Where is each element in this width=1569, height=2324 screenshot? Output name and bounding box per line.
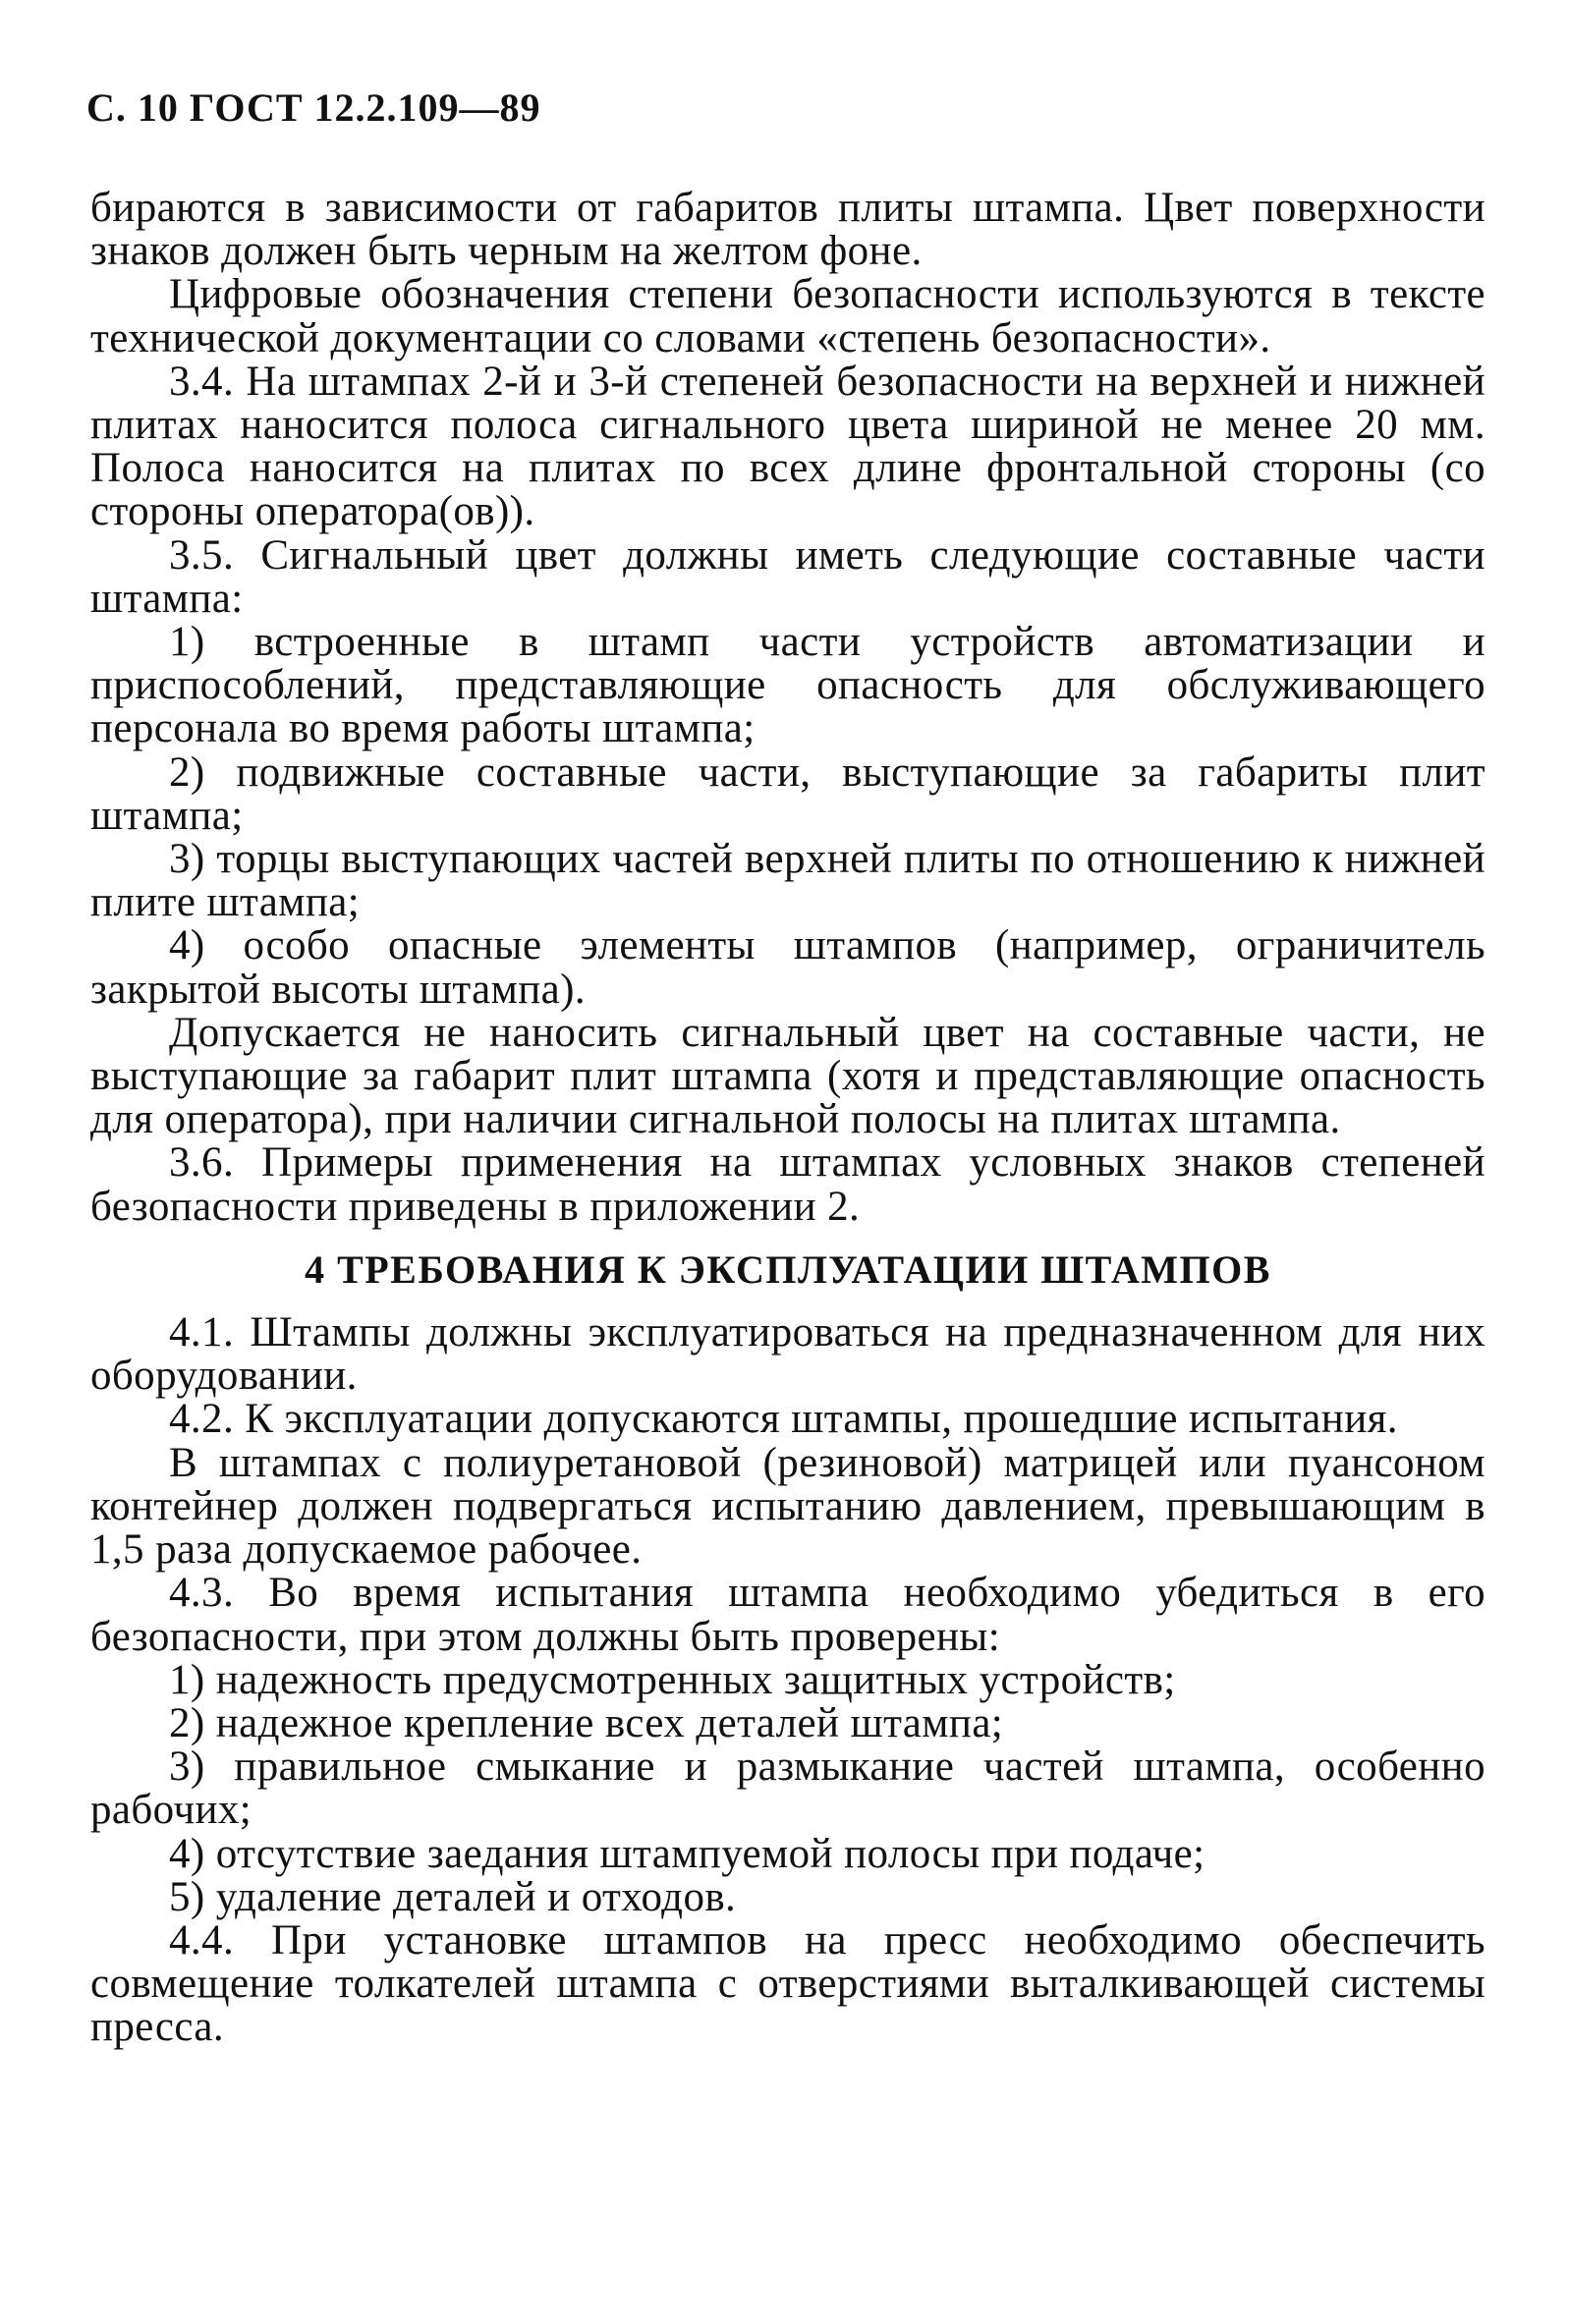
paragraph-4-2: 4.2. К эксплуатации допускаются штампы, прошедшие испытания. — [169, 1396, 1398, 1443]
list-item-3-5-2: 2) подвижные составные части, выступающие за габариты плит штампа; — [90, 748, 1485, 839]
paragraph-3-4: 3.4. На штампах 2-й и 3-й степеней безопасности на верхней и нижней плитах наносится полоса сигнального цвета шириной не менее 20 мм. Полоса наносится на плитах по всех длине фронтальной стороны (со стороны оператора(ов)). — [90, 358, 1485, 535]
list-item-4-3-3: 3) правильное смыкание и размыкание частей штампа, особенно рабочих; — [90, 1743, 1485, 1834]
list-item-4-3-2: 2) надежное крепление всех деталей штампа; — [169, 1699, 1004, 1746]
page-header: С. 10 ГОСТ 12.2.109—89 — [86, 85, 541, 130]
paragraph-digit-notation: Цифровые обозначения степени безопасности используются в тексте технической документации со словами «степень безопасности». — [90, 271, 1485, 361]
paragraph-continuation: бираются в зависимости от габаритов плиты штампа. Цвет поверхности знаков должен быть черным на желтом фоне. — [90, 185, 1485, 275]
list-item-3-5-1: 1) встроенные в штамп части устройств автоматизации и приспособлений, представляющие опасность для обслуживающего персонала во время работы штампа; — [90, 619, 1485, 752]
paragraph-4-2-container: В штампах с полиуретановой (резиновой) матрицей или пуансоном контейнер должен подвергаться испытанию давлением, превышающим в 1,5 раза допускаемое рабочее. — [90, 1439, 1485, 1574]
list-item-4-3-5: 5) удаление деталей и отходов. — [169, 1873, 737, 1920]
paragraph-4-3: 4.3. Во время испытания штампа необходимо убедиться в его безопасности, при этом должны быть проверены: — [90, 1570, 1485, 1660]
list-item-4-3-1: 1) надежность предусмотренных защитных устройств; — [169, 1656, 1176, 1703]
list-item-4-3-4: 4) отсутствие заедания штампуемой полосы при подаче; — [169, 1830, 1205, 1877]
section-heading-4: 4 ТРЕБОВАНИЯ К ЭКСПЛУАТАЦИИ ШТАМПОВ — [305, 1246, 1271, 1292]
paragraph-4-4: 4.4. При установке штампов на пресс необходимо обеспечить совмещение толкателей штампа с отверстиями выталкивающей системы пресса. — [90, 1916, 1485, 2051]
list-item-3-5-4: 4) особо опасные элементы штампов (например, ограничитель закрытой высоты штампа). — [90, 922, 1485, 1013]
paragraph-4-1: 4.1. Штампы должны эксплуатироваться на предназначенном для них оборудовании. — [90, 1309, 1485, 1400]
document-body — [90, 187, 1485, 2050]
paragraph-3-5: 3.5. Сигнальный цвет должны иметь следующие составные части штампа: — [90, 531, 1485, 622]
paragraph-allowed: Допускается не наносить сигнальный цвет на составные части, не выступающие за габарит плит штампа (хотя и представляющие опасность для оператора), при наличии сигнальной полосы на плитах штампа. — [90, 1009, 1485, 1143]
paragraph-3-6: 3.6. Примеры применения на штампах условных знаков степеней безопасности приведены в приложении 2. — [90, 1139, 1485, 1230]
list-item-3-5-3: 3) торцы выступающих частей верхней плиты по отношению к нижней плите штампа; — [90, 836, 1485, 926]
